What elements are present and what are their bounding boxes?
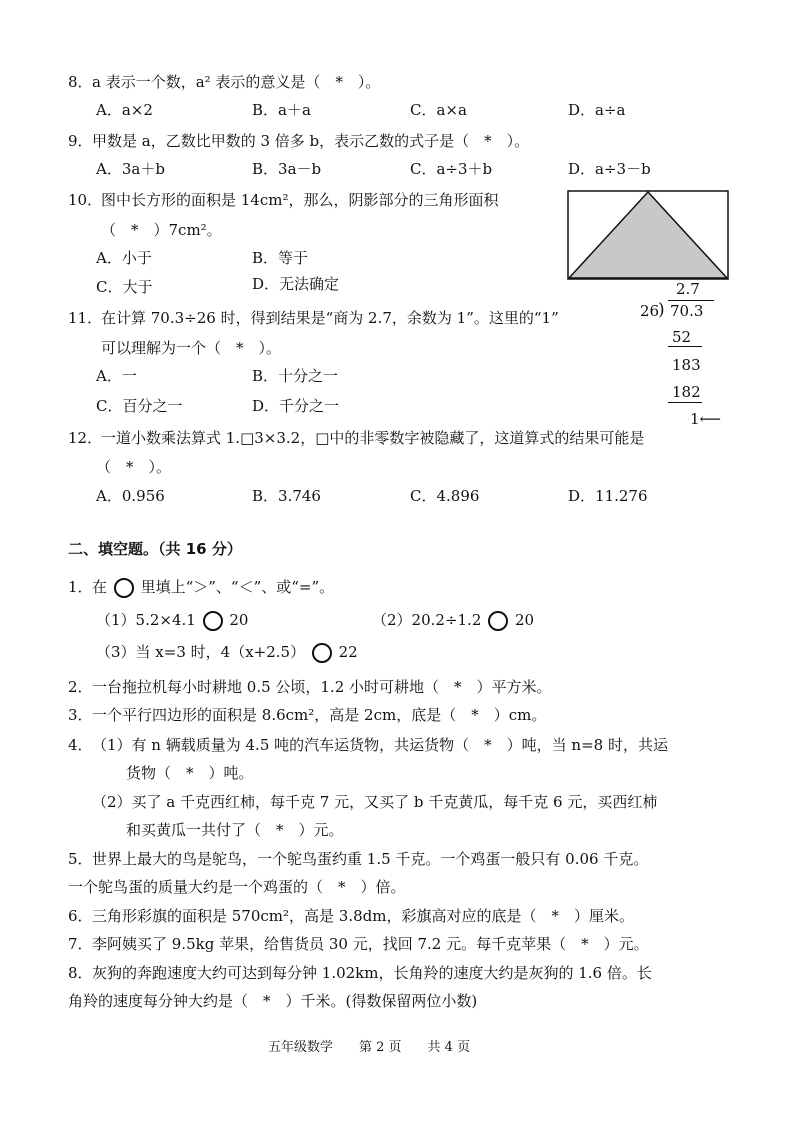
q12-option-c: C．4.896	[410, 487, 480, 505]
fill-q6-text: 三角形彩旗的面积是 570cm²，高是 3.8dm，彩旗高对应的底是（ * ）厘米。	[92, 907, 634, 925]
fill-q1-sub2	[372, 610, 534, 631]
fill-q1-sub3-value: 22	[338, 643, 358, 661]
q9-option-b: B．3a－b	[252, 160, 322, 178]
fill-q7-text: 李阿姨买了 9.5kg 苹果，给售货员 30 元，找回 7.2 元。每千克苹果（ * ）元。	[92, 935, 649, 953]
section-title: 二、填空题。（共 16 分）	[68, 540, 242, 558]
fill-q5-number: 5．	[68, 850, 93, 868]
q10-option-b: B．等于	[252, 249, 309, 267]
fill-q1-sub2-expr: （2）20.2÷1.2	[372, 611, 482, 629]
fill-q6-number: 6．	[68, 907, 93, 925]
fill-q4-part1-line2: 货物（ * ）吨。	[126, 764, 254, 782]
fill-q1-sub1-value: 20	[229, 611, 249, 629]
q9-number: 9．	[68, 132, 93, 150]
q8-option-b: B．a＋a	[252, 101, 311, 119]
q8-option-a: A．a×2	[96, 101, 153, 119]
fill-q4-part1-line1: （1）有 n 辆载质量为 4.5 吨的汽车运货物，共运货物（ * ）吨，当 n=8 时，共运	[92, 736, 668, 754]
long-division	[640, 280, 720, 430]
fill-q1-sub1-expr: （1）5.2×4.1	[96, 611, 196, 629]
fill-q7-number: 7．	[68, 935, 93, 953]
answer-circle-1[interactable]	[203, 611, 223, 631]
division-step1: 52	[672, 328, 692, 346]
q11-option-c: C．百分之一	[96, 397, 183, 415]
fill-q2-number: 2．	[68, 678, 93, 696]
q10-number: 10．	[68, 191, 103, 209]
q8-option-d: D．a÷a	[568, 101, 626, 119]
fill-q8-line1: 灰狗的奔跑速度大约可达到每分钟 1.02km，长角羚的速度大约是灰狗的 1.6 倍。长	[92, 964, 652, 982]
q9-option-d: D．a÷3－b	[568, 160, 651, 178]
fill-q1-stem	[92, 577, 334, 598]
q9-option-c: C．a÷3＋b	[410, 160, 493, 178]
fill-q1-number: 1．	[68, 578, 93, 596]
q10-option-d: D．无法确定	[252, 275, 340, 293]
fill-q1-stem-a: 在	[92, 578, 108, 596]
q11-line2: 可以理解为一个（ * ）。	[101, 339, 282, 357]
q10-line2: （ * ）7cm²。	[101, 221, 222, 239]
fill-q4-number: 4．	[68, 736, 93, 754]
q8-stem: a 表示一个数，a² 表示的意义是（ * ）。	[92, 73, 381, 91]
answer-circle-3[interactable]	[312, 643, 332, 663]
fill-q8-number: 8．	[68, 964, 93, 982]
q10-option-a: A．小于	[96, 249, 152, 267]
answer-circle-2[interactable]	[488, 611, 508, 631]
q8-option-c: C．a×a	[410, 101, 467, 119]
fill-q8-line2: 角羚的速度每分钟大约是（ * ）千米。(得数保留两位小数)	[68, 992, 478, 1010]
q9-stem: 甲数是 a，乙数比甲数的 3 倍多 b，表示乙数的式子是（ * ）。	[92, 132, 530, 150]
division-line2	[668, 402, 702, 403]
q12-option-d: D．11.276	[568, 487, 648, 505]
q11-line1: 在计算 70.3÷26 时，得到结果是“商为 2.7，余数为 1”。这里的“1”	[101, 309, 559, 327]
q12-number: 12．	[68, 429, 103, 447]
fill-q5-line2: 一个鸵鸟蛋的质量大约是一个鸡蛋的（ * ）倍。	[68, 878, 406, 896]
rectangle-triangle-figure	[567, 190, 729, 280]
fill-q1-stem-b: 里填上“＞”、“＜”、或“=”。	[140, 578, 335, 596]
q10-line1: 图中长方形的面积是 14cm²，那么，阴影部分的三角形面积	[101, 191, 499, 209]
fill-q4-part2-line2: 和买黄瓜一共付了（ * ）元。	[126, 821, 344, 839]
fill-q1-sub3-expr: （3）当 x=3 时，4（x+2.5）	[96, 643, 306, 661]
page-footer: 五年级数学 第 2 页 共 4 页	[268, 1040, 471, 1055]
q11-option-a: A．一	[96, 367, 137, 385]
fill-q2-text: 一台拖拉机每小时耕地 0.5 公顷，1.2 小时可耕地（ * ）平方米。	[92, 678, 552, 696]
fill-q1-sub1	[96, 610, 248, 631]
answer-circle[interactable]	[114, 578, 134, 598]
division-quotient: 2.7	[676, 280, 700, 298]
q11-number: 11．	[68, 309, 103, 327]
fill-q1-sub3	[96, 642, 358, 663]
q10-option-c: C．大于	[96, 278, 153, 296]
division-line1	[668, 346, 702, 347]
division-bracket: )	[658, 300, 665, 320]
division-divisor: 26	[640, 302, 660, 320]
fill-q1-sub2-value: 20	[514, 611, 535, 629]
q12-line2: （ * ）。	[96, 458, 172, 476]
fill-q4-part2-line1: （2）买了 a 千克西红柿，每千克 7 元，又买了 b 千克黄瓜，每千克 6 元，买西红柿	[92, 793, 658, 811]
fill-q3-text: 一个平行四边形的面积是 8.6cm²，高是 2cm，底是（ * ）cm。	[92, 706, 547, 724]
division-step3: 182	[672, 383, 701, 401]
q12-option-a: A．0.956	[96, 487, 165, 505]
q12-option-b: B．3.746	[252, 487, 321, 505]
q9-option-a: A．3a＋b	[96, 160, 165, 178]
fill-q3-number: 3．	[68, 706, 93, 724]
q12-line1: 一道小数乘法算式 1.□3×3.2，□中的非零数字被隐藏了，这道算式的结果可能是	[101, 429, 645, 447]
q8-number: 8．	[68, 73, 93, 91]
fill-q5-line1: 世界上最大的鸟是鸵鸟，一个鸵鸟蛋约重 1.5 千克。一个鸡蛋一般只有 0.06 千克。	[92, 850, 649, 868]
division-dividend: 70.3	[670, 302, 704, 320]
division-remainder: 1⟵	[690, 410, 722, 428]
division-step2: 183	[672, 356, 701, 374]
q11-option-b: B．十分之一	[252, 367, 339, 385]
q11-option-d: D．千分之一	[252, 397, 340, 415]
division-bar	[668, 300, 714, 301]
